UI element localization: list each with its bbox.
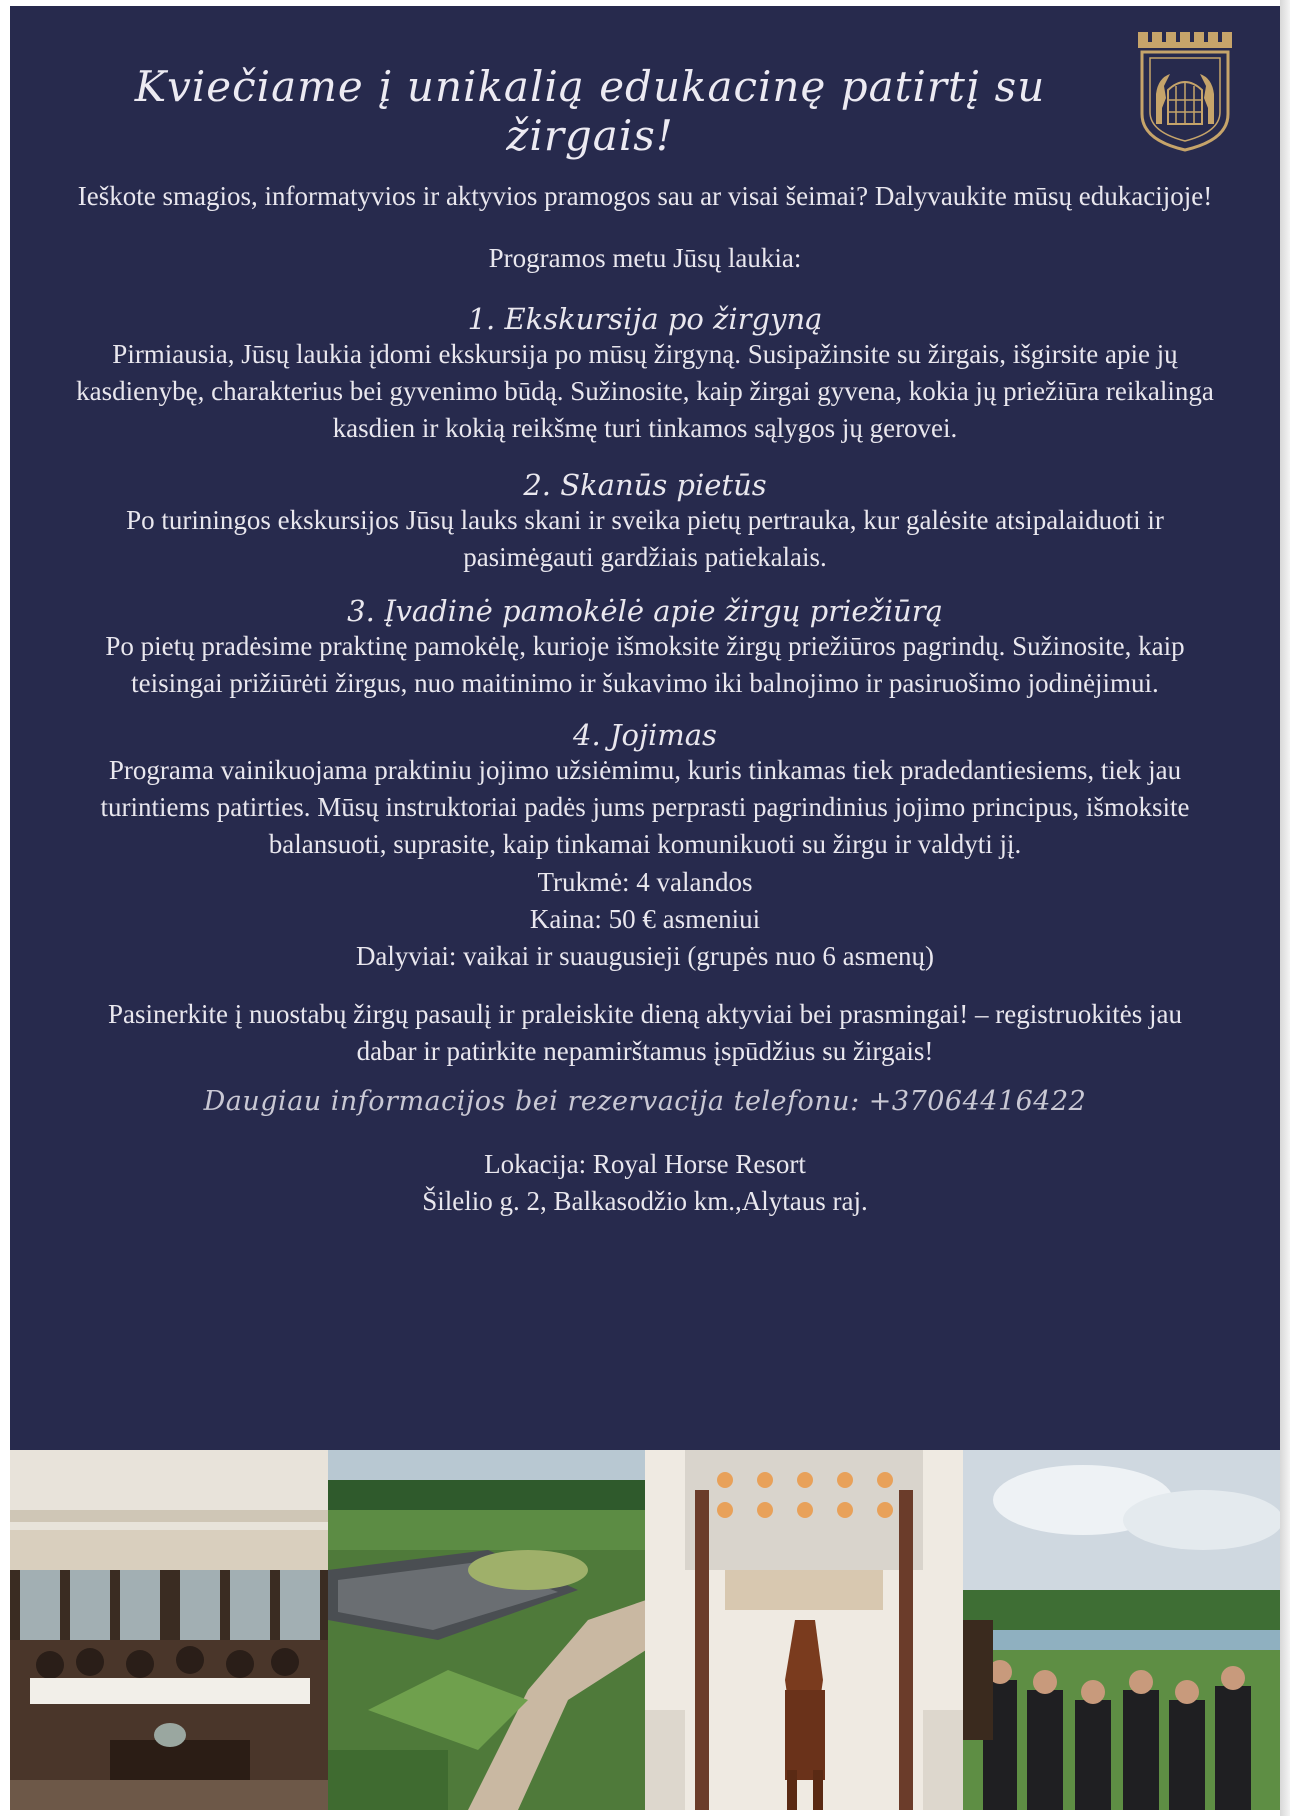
section-title-care-lesson: 3. Įvadinė pamokėlė apie žirgų priežiūrą xyxy=(347,594,943,628)
text-line: teisingai prižiūrėti žirgus, nuo maitinimo ir šukavimo iki balnojimo ir pasiruošimo jodinėjimui. xyxy=(131,668,1159,698)
horse-stable-photo xyxy=(645,1450,963,1810)
photo-strip xyxy=(10,1450,1280,1810)
text-line: kasdien ir kokią reikšmę turi tinkamos sąlygos jų gerovei. xyxy=(332,413,958,443)
text-line: dabar ir patirkite nepamirštamus įspūdžius su žirgais! xyxy=(356,1036,934,1066)
section-text-care-lesson xyxy=(30,628,1260,702)
section-title-riding: 4. Jojimas xyxy=(573,718,717,752)
duration-text: Trukmė: 4 valandos xyxy=(537,867,753,897)
section-title-excursion: 1. Ekskursija po žirgyną xyxy=(467,302,823,336)
text-line: Pasinerkite į nuostabų žirgų pasaulį ir praleiskite dieną aktyviai bei prasmingai! – registruokitės jau xyxy=(108,999,1182,1029)
contact-phone-text: Daugiau informacijos bei rezervacija telefonu: +37064416422 xyxy=(203,1086,1087,1117)
closing-text xyxy=(30,996,1260,1070)
page-edge xyxy=(1280,0,1290,1816)
price-text: Kaina: 50 € asmeniui xyxy=(529,904,761,934)
text-line: Po pietų pradėsime praktinę pamokėlę, kurioje išmoksite žirgų priežiūros pagrindų. Sužinosite, kaip xyxy=(105,631,1185,661)
text-line: Programa vainikuojama praktiniu jojimo užsiėmimu, kuris tinkamas tiek pradedantiesiems, tiek jau xyxy=(108,755,1182,785)
text-line: turintiems patirties. Mūsų instruktoriai padės jums perprasti pagrindinius jojimo principus, išmoksite xyxy=(100,792,1190,822)
poster xyxy=(10,6,1280,1810)
intro-text: Ieškote smagios, informatyvios ir aktyvios pramogos sau ar visai šeimai? Dalyvaukite mūsų edukacijoje! xyxy=(77,181,1213,211)
group-lake-photo xyxy=(963,1450,1281,1810)
section-title-lunch: 2. Skanūs pietūs xyxy=(523,468,767,502)
participants-text: Dalyviai: vaikai ir suaugusieji (grupės nuo 6 asmenų) xyxy=(355,941,935,971)
section-text-lunch xyxy=(30,502,1260,576)
address-line: Šilelio g. 2, Balkasodžio km.,Alytaus raj. xyxy=(422,1186,868,1216)
program-details xyxy=(30,864,1260,975)
location-text xyxy=(30,1146,1260,1220)
poster-title: Kviečiame į unikalią edukacinę patirtį su žirgais! xyxy=(134,62,1046,160)
royal-horse-resort-logo xyxy=(1130,28,1240,178)
program-heading: Programos metu Jūsų laukia: xyxy=(488,243,802,273)
section-text-riding xyxy=(30,752,1260,863)
text-line: Po turiningos ekskursijos Jūsų lauks skani ir sveika pietų pertrauka, kur galėsite atsipalaiduoti ir xyxy=(126,505,1164,535)
text-line: Pirmiausia, Jūsų laukia įdomi ekskursija po mūsų žirgyną. Susipažinsite su žirgais, išgirsite apie jų xyxy=(112,339,1178,369)
aerial-resort-photo xyxy=(328,1450,646,1810)
text-line: kasdienybę, charakterius bei gyvenimo būdą. Sužinosite, kaip žirgai gyvena, kokia jų priežiūra reikalinga xyxy=(76,376,1214,406)
castle-gate-icon xyxy=(1130,28,1240,178)
restaurant-photo xyxy=(10,1450,328,1810)
text-line: balansuoti, suprasite, kaip tinkamai komunikuoti su žirgu ir valdyti jį. xyxy=(268,829,1022,859)
location-line: Lokacija: Royal Horse Resort xyxy=(484,1149,806,1179)
text-line: pasimėgauti gardžiais patiekalais. xyxy=(463,542,827,572)
section-text-excursion xyxy=(30,336,1260,447)
